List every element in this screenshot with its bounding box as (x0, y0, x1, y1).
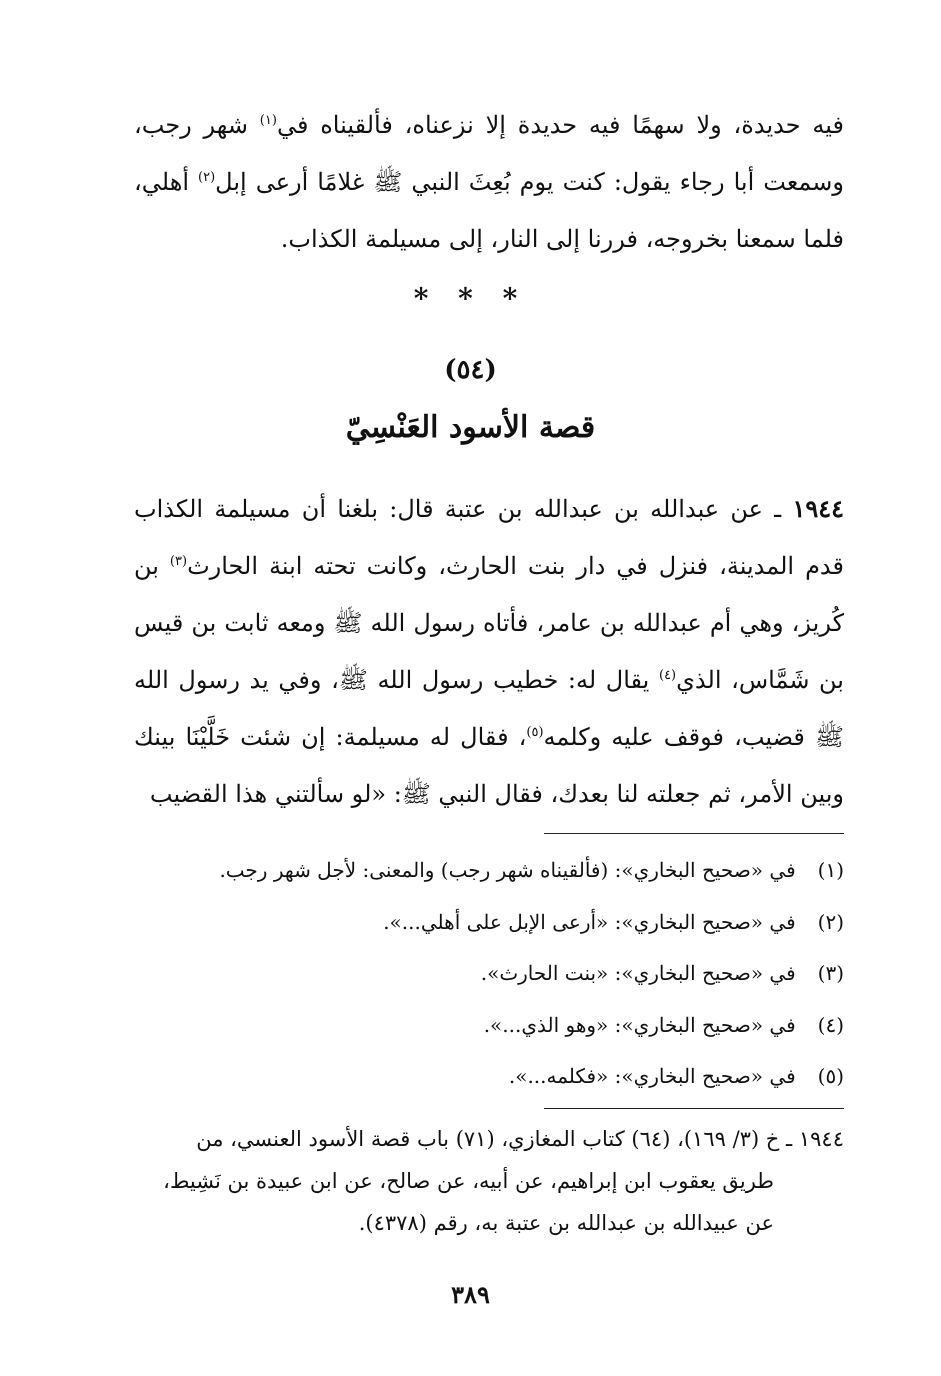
footnotes-divider (544, 833, 844, 834)
footnote-item (134, 845, 844, 897)
footnote-number: (١) (817, 858, 844, 882)
footnote-number: (٥) (817, 1064, 844, 1088)
footnote-ref-5[interactable]: (٥) (526, 725, 544, 740)
footnote-ref-3[interactable]: (٣) (169, 554, 188, 569)
footnote-text: في «صحيح البخاري»: «وهو الذي...». (483, 1012, 796, 1037)
footnote-text: في «صحيح البخاري»: «بنت الحارث». (480, 961, 796, 985)
takhrij-line-2: طريق يعقوب ابن إبراهيم، عن أبيه، عن صالح، عن ابن عبيدة بن نَشِيط، (163, 1169, 774, 1193)
footnote-item (134, 948, 844, 1000)
paragraph-text-1: فيه حديدة، ولا سهمًا فيه حديدة إلا نزعناه، فألقيناه في (276, 111, 844, 139)
footnote-number: (٣) (817, 961, 844, 985)
footnote-ref-1[interactable]: (١) (259, 113, 277, 128)
story-title: قصة الأسود العَنْسِيّ (345, 410, 596, 445)
takhrij-divider (544, 1108, 844, 1109)
takhrij-line-3: عن عبيدالله بن عبدالله بن عتبة به، رقم (٤٣٧٨). (358, 1211, 774, 1235)
hadith-text-3: يقال له: خطيب رسول الله ﷺ، وفي يد رسول الله ﷺ قضيب، فوقف عليه وكلمه (134, 666, 844, 751)
footnote-item (134, 1000, 844, 1052)
footnote-text: في «صحيح البخاري»: «أرعى الإبل على أهلي...». (383, 909, 796, 934)
paragraph-text-2: شهر رجب، وسمعت أبا رجاء يقول: كنت يوم بُعِثَ النبي ﷺ غلامًا أرعى إبل (134, 111, 844, 196)
takhrij-line-1: ١٩٤٤ ـ خ (٣/ ١٦٩)، (٦٤) كتاب المغازي، (٧١) باب قصة الأسود العنسي، من (196, 1127, 844, 1151)
footnotes-list (134, 845, 844, 1103)
continued-paragraph (134, 97, 844, 268)
footnote-number: (٢) (817, 909, 844, 934)
hadith-text-1: عن عبدالله بن عبدالله بن عتبة قال: بلغنا أن مسيلمة الكذاب قدم المدينة، فنزل في دار بنت الحارث، وكانت تحته ابنة الحارث (134, 495, 844, 580)
hadith-text-2: بن كُريز، وهي أم عبدالله بن عامر، فأتاه رسول الله ﷺ ومعه ثابت بن قيس بن شَمَّاس، الذي (134, 552, 844, 694)
story-number: (٥٤) (444, 355, 497, 385)
footnote-ref-4[interactable]: (٤) (658, 668, 677, 683)
hadith-text-4: ، فقال له مسيلمة: إن شئت خَلَّيْنَا بينك وبين الأمر، ثم جعلته لنا بعدك، فقال النبي ﷺ: «لو سألتني هذا القضيب (134, 723, 844, 808)
footnote-item (134, 1051, 844, 1103)
takhrij-block (134, 1118, 844, 1244)
hadith-paragraph (134, 480, 844, 823)
section-separator: * * * (413, 282, 528, 315)
page-number: ٣٨٩ (451, 1280, 490, 1309)
footnote-number: (٤) (817, 1012, 844, 1037)
hadith-number: ١٩٤٤ (792, 494, 844, 523)
footnote-text: في «صحيح البخاري»: (فألقيناه شهر رجب) والمعنى: لأجل شهر رجب. (219, 858, 796, 882)
footnote-item (134, 897, 844, 949)
footnote-text: في «صحيح البخاري»: «فكلمه...». (508, 1064, 796, 1088)
hadith-dash: ـ (762, 495, 793, 523)
footnote-ref-2[interactable]: (٢) (198, 170, 216, 185)
paragraph-text-3: أهلي، فلما سمعنا بخروجه، فررنا إلى النار، إلى مسيلمة الكذاب. (134, 168, 844, 253)
